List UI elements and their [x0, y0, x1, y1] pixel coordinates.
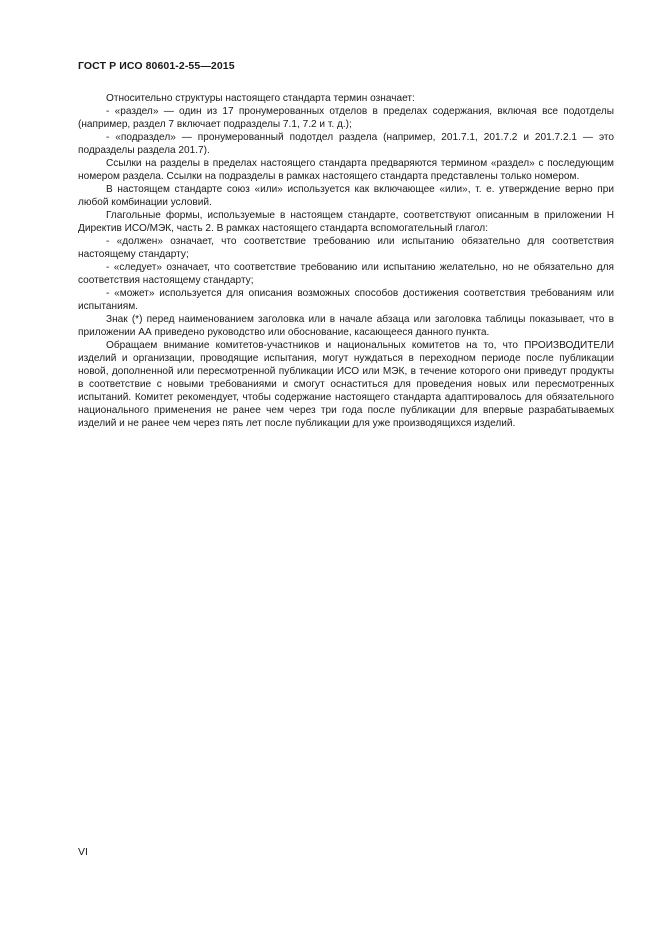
paragraph: - «раздел» — один из 17 пронумерованных отделов в пределах содержания, включая все подотделы (например, раздел 7 включает подразделы 7.1, 7.2 и т. д.); — [78, 106, 614, 130]
document-header: ГОСТ Р ИСО 80601-2-55—2015 — [78, 60, 235, 72]
paragraph: - «должен» означает, что соответствие требованию или испытанию обязательно для соответствия настоящему стандарту; — [78, 236, 614, 260]
paragraph: Глагольные формы, используемые в настоящем стандарте, соответствуют описанным в приложении Н Директив ИСО/МЭК, часть 2. В рамках настоящего стандарта вспомогательный глагол: — [78, 210, 614, 234]
paragraph: Относительно структуры настоящего стандарта термин означает: — [106, 93, 415, 104]
paragraph: Обращаем внимание комитетов-участников и национальных комитетов на то, что ПРОИЗВОДИТЕЛИ изделий и организации, проводящие испытания, могут нуждаться в переходном периоде после публикации новой, дополненной или пересмотренной публикации ИСО или МЭК, в течение которого они приведут продукты в соответствие с новыми требованиями и смогут оснаститься для проведения новых или пересмотренных испытаний. Комитет рекомендует, чтобы содержание настоящего стандарта адаптировалось для обязательного национального применения не ранее чем через три года после публикации для впервые разрабатываемых изделий и не ранее чем через пять лет после публикации для уже производящихся изделий. — [78, 340, 614, 429]
paragraph: - «может» используется для описания возможных способов достижения соответствия требованиям или испытаниям. — [78, 288, 614, 312]
paragraph: - «подраздел» — пронумерованный подотдел раздела (например, 201.7.1, 201.7.2 и 201.7.2.1 — это подразделы раздела 201.7). — [78, 132, 614, 156]
paragraph: В настоящем стандарте союз «или» используется как включающее «или», т. е. утверждение верно при любой комбинации условий. — [78, 184, 614, 208]
page-number: VI — [78, 846, 88, 858]
paragraph: - «следует» означает, что соответствие требованию или испытанию желательно, но не обязательно для соответствия настоящему стандарту; — [78, 262, 614, 286]
paragraph: Ссылки на разделы в пределах настоящего стандарта предваряются термином «раздел» с последующим номером раздела. Ссылки на подразделы в рамках настоящего стандарта представлены только номером. — [78, 158, 614, 182]
paragraph: Знак (*) перед наименованием заголовка или в начале абзаца или заголовка таблицы показывает, что в приложении АА приведено руководство или обоснование, касающееся данного пункта. — [78, 314, 614, 338]
body-text — [78, 92, 614, 430]
